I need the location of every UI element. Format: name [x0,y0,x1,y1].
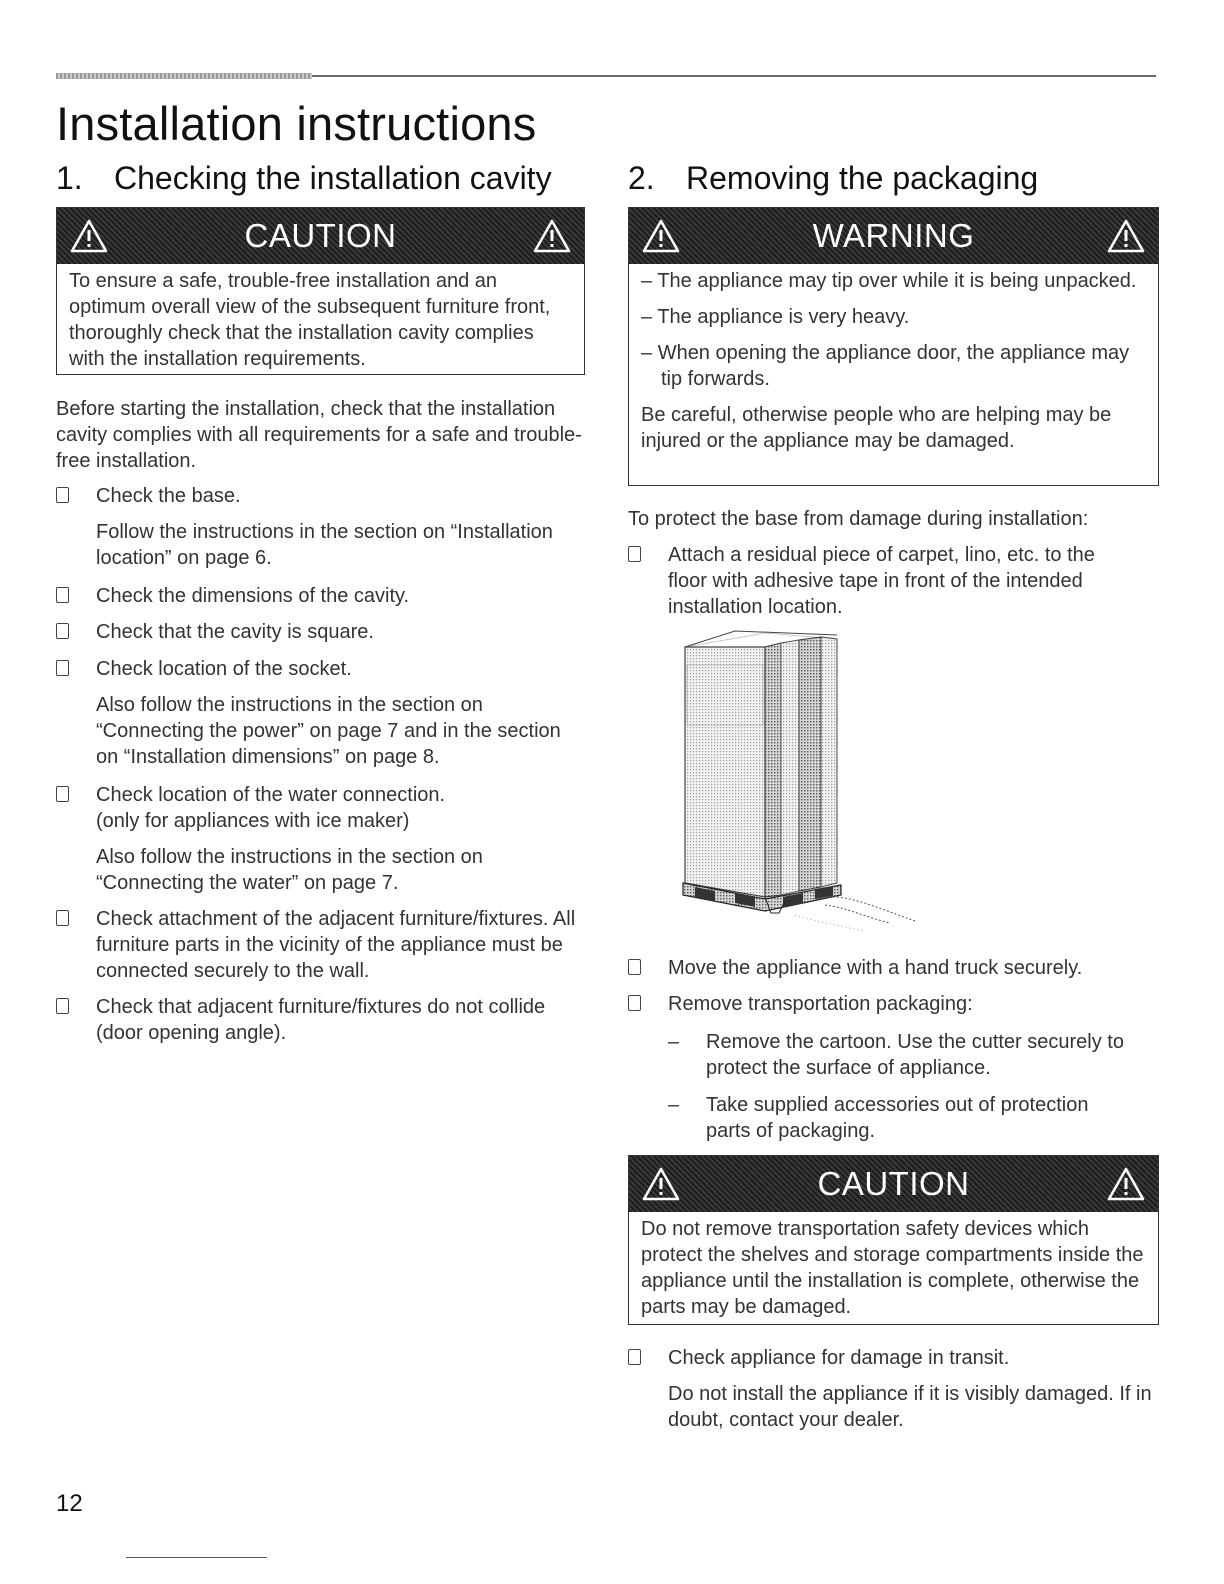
section-1-number: 1. [56,160,83,196]
warning-banner [629,208,1158,264]
checklist-item [56,619,591,645]
dash-marker: – [641,342,653,364]
checklist-item [56,483,591,509]
section-2-title: Removing the packaging [686,160,1039,196]
caution-label: CAUTION [244,217,397,254]
warning-triangle-icon [1106,218,1146,254]
checkbox-icon[interactable] [628,995,641,1011]
checklist-item [56,906,591,984]
warning-box-packaging [628,207,1159,486]
warning-triangle-icon [69,218,109,254]
dash-marker: – [668,1094,680,1116]
checkbox-icon[interactable] [56,786,69,802]
checklist-item-text: Check location of the water connection. [96,784,446,806]
checkbox-icon[interactable] [56,487,69,503]
checklist-item-text: Move the appliance with a hand truck securely. [668,957,1083,979]
checklist-item-text: Remove transportation packaging: [668,993,973,1015]
section-1-intro [56,396,591,474]
warning-item [641,340,1140,392]
checklist-item [56,656,591,682]
checklist-item [56,583,591,609]
caution-banner [57,208,584,264]
page-number: 12 [56,1490,83,1517]
checkbox-icon[interactable] [56,587,69,603]
dash-marker: – [641,306,653,328]
checklist-item-text: Attach a residual piece of carpet, lino, etc. to the floor with adhesive tape in front of the intended installation location. [668,544,1095,618]
header-rule-accent [56,73,312,79]
checklist-item-note: Do not install the appliance if it is visibly damaged. If in doubt, contact your dealer. [668,1383,1152,1431]
section-2-intro [628,506,1156,532]
warning-item-text: When opening the appliance door, the appliance may tip forwards. [657,342,1130,390]
checkbox-icon[interactable] [628,959,641,975]
warning-item-text: The appliance is very heavy. [657,306,910,328]
warning-item [641,304,1140,330]
checklist-item-text: Check the base. [96,485,241,507]
warning-triangle-icon [1106,1166,1146,1202]
caution-label: CAUTION [817,1165,970,1202]
caution-box-cavity [56,207,585,375]
section-1-heading [56,160,552,197]
dash-marker: – [668,1031,680,1053]
checklist-item-note: Also follow the instructions in the section on “Connecting the power” on page 7 and in the section on “Installation dimensions” on page 8. [96,694,561,768]
appliance-packaging-illustration [675,625,935,935]
section-1-title: Checking the installation cavity [114,160,552,196]
warning-triangle-icon [532,218,572,254]
caution-box-transport [628,1155,1159,1325]
checkbox-icon[interactable] [56,660,69,676]
page-title: Installation instructions [56,97,537,150]
caution-text: Do not remove transportation safety devices which protect the shelves and storage compartments inside the appliance until the installation is complete, otherwise the parts may be damaged. [641,1218,1144,1318]
checklist-item-text: Check attachment of the adjacent furniture/fixtures. All furniture parts in the vicinity of the appliance must be connected securely to the wall. [96,908,576,982]
checklist-item-text: Check location of the socket. [96,658,352,680]
checklist-item-text: Check that the cavity is square. [96,621,374,643]
section-2-heading [628,160,1038,197]
checklist-item [628,991,1156,1017]
caution-text: To ensure a safe, trouble-free installation and an optimum overall view of the subsequent furniture front, thoroughly check that the installation cavity complies with the installation requirements. [69,270,551,370]
section-2-number: 2. [628,160,655,196]
checklist-item [628,542,1156,620]
checklist-item-text: Check the dimensions of the cavity. [96,585,410,607]
warning-label: WARNING [812,217,975,254]
checklist-item-text: Check appliance for damage in transit. [668,1347,1010,1369]
checklist-item [56,782,591,834]
warning-item [641,268,1140,294]
checkbox-icon[interactable] [628,546,641,562]
intro-text: Before starting the installation, check that the installation cavity complies with all requirements for a safe and trouble-free installation. [56,398,582,472]
sub-step [668,1029,1156,1081]
warning-triangle-icon [641,218,681,254]
warning-tail-text: Be careful, otherwise people who are helping may be injured or the appliance may be damaged. [641,404,1112,452]
checklist-item-note: Also follow the instructions in the section on “Connecting the water” on page 7. [96,846,483,894]
footer-link-underline [126,1557,267,1558]
checklist-item-text: Check that adjacent furniture/fixtures do not collide (door opening angle). [96,996,546,1044]
sub-step-text: Remove the cartoon. Use the cutter securely to protect the surface of appliance. [706,1031,1124,1079]
sub-step [668,1092,1156,1144]
checklist-item-subtext: (only for appliances with ice maker) [96,810,410,832]
checkbox-icon[interactable] [56,998,69,1014]
checkbox-icon[interactable] [56,910,69,926]
checklist-item [628,955,1156,981]
intro-text: To protect the base from damage during installation: [628,508,1089,530]
caution-banner [629,1156,1158,1212]
checkbox-icon[interactable] [628,1349,641,1365]
warning-triangle-icon [641,1166,681,1202]
checklist-item-note: Follow the instructions in the section on “Installation location” on page 6. [96,521,553,569]
sub-step-text: Take supplied accessories out of protection parts of packaging. [706,1094,1089,1142]
checkbox-icon[interactable] [56,623,69,639]
dash-marker: – [641,270,653,292]
warning-item-text: The appliance may tip over while it is being unpacked. [657,270,1137,292]
checklist-item [628,1345,1156,1371]
checklist-item [56,994,591,1046]
